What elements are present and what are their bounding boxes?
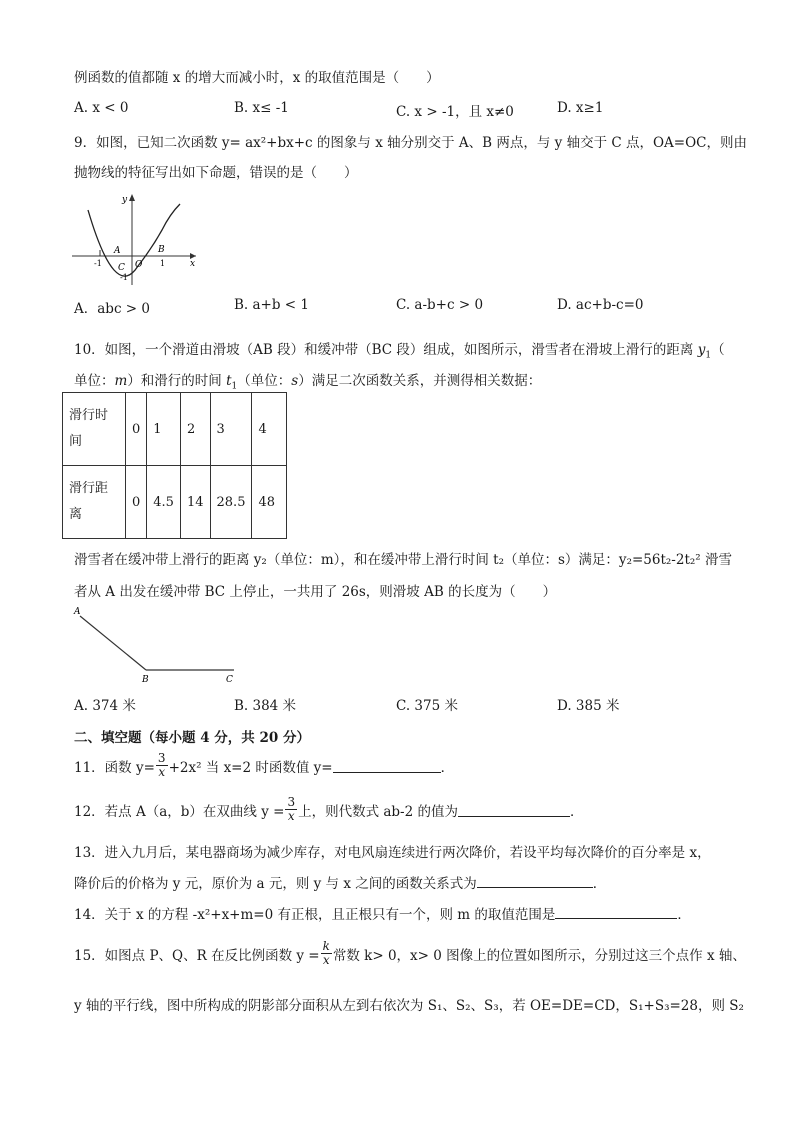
point-b-label: B xyxy=(158,245,165,255)
q9-parabola-figure xyxy=(70,190,200,290)
q10-stem-line4: 者从 A 出发在缓冲带 BC 上停止，一共用了 26s，则滑坡 AB 的长度为（ ） xyxy=(74,584,557,600)
table-row xyxy=(63,466,287,539)
table-cell: 4.5 xyxy=(147,466,181,539)
tick-label-1-x: 1 xyxy=(160,259,166,268)
point-a-label: A xyxy=(74,607,81,617)
q12: 12．若点 A（a，b）在双曲线 y = $\frac{3}{x}$ 上，则代数式 ab-2 的值为 ． xyxy=(74,795,584,823)
q8-stem: 例函数的值都随 x 的增大而减小时，x 的取值范围是（ ） xyxy=(74,70,440,86)
q10-stem-line2: 单位：m）和滑行的时间 $t_1$（单位：s）满足二次函数关系，并测得相关数据： xyxy=(74,373,542,392)
q10-option-c: C. 375 米 xyxy=(396,698,458,714)
table-row-label: 滑行时间 xyxy=(63,393,126,466)
origin-label: O xyxy=(135,260,143,270)
q13-line2: 降价后的价格为 y 元，原价为 a 元，则 y 与 x 之间的函数关系式为 ． xyxy=(74,872,606,892)
table-cell: 0 xyxy=(126,466,147,539)
point-b-label: B xyxy=(142,675,149,684)
q10-slope-figure xyxy=(70,602,250,684)
table-row xyxy=(63,393,287,466)
fraction: $\frac{3}{x}$ xyxy=(157,751,166,779)
y-axis-label: y xyxy=(122,195,128,205)
q10-data-table xyxy=(62,392,287,539)
q14: 14．关于 x 的方程 -x²+x+m=0 有正根，且正根只有一个，则 m 的取值范围是 ． xyxy=(74,903,691,923)
tick-label-neg1-x: -1 xyxy=(94,259,102,268)
point-c-label: C xyxy=(118,263,125,273)
q10-stem-line3: 滑雪者在缓冲带上滑行的距离 y₂（单位：m），和在缓冲带上滑行时间 t₂（单位：s）满足：y₂=56t₂-2t₂² 滑雪 xyxy=(74,552,732,568)
q10-option-d: D. 385 米 xyxy=(557,698,620,714)
table-cell: 28.5 xyxy=(210,466,252,539)
tick-label-neg1-y: -1 xyxy=(120,273,128,282)
answer-blank[interactable] xyxy=(333,758,441,773)
q8-option-a: A. x < 0 xyxy=(74,100,129,116)
q8-option-b: B. x≤ -1 xyxy=(234,100,289,116)
q8-option-c: C. x > -1，且 x≠0 xyxy=(396,104,514,120)
table-cell: 14 xyxy=(180,466,210,539)
q9-option-d: D. ac+b-c=0 xyxy=(557,297,644,313)
q11: 11．函数 y= $\frac{3}{x}$ +2x² 当 x=2 时函数值 y= ． xyxy=(74,751,455,779)
q10-stem-line1: 10．如图，一个滑道由滑坡（AB 段）和缓冲带（BC 段）组成，如图所示，滑雪者在滑坡上滑行的距离 $y_1$（ xyxy=(74,342,725,361)
fraction: $\frac{3}{x}$ xyxy=(287,795,296,823)
q9-option-b: B. a+b < 1 xyxy=(234,297,309,313)
q9-stem-line1: 9．如图，已知二次函数 y= ax²+bx+c 的图象与 x 轴分别交于 A、B 两点，与 y 轴交于 C 点，OA=OC，则由 xyxy=(74,135,748,151)
table-row-label: 滑行距离 xyxy=(63,466,126,539)
table-cell: 2 xyxy=(180,393,210,466)
table-cell: 4 xyxy=(252,393,287,466)
answer-blank[interactable] xyxy=(458,802,570,817)
q10-option-b: B. 384 米 xyxy=(234,698,297,714)
section-title: 二、填空题（每小题 4 分，共 20 分） xyxy=(74,730,310,746)
q10-option-a: A. 374 米 xyxy=(74,698,136,714)
q13-line1: 13．进入九月后，某电器商场为减少库存，对电风扇连续进行两次降价，若设平均每次降价的百分率是 x， xyxy=(74,845,711,861)
q15-line2: y 轴的平行线，图中所构成的阴影部分面积从左到右依次为 S₁、S₂、S₃，若 OE=DE=CD，S₁+S₃=28，则 S₂ xyxy=(74,998,744,1014)
table-cell: 0 xyxy=(126,393,147,466)
slope-ab xyxy=(80,616,146,670)
answer-blank[interactable] xyxy=(555,904,677,919)
table-cell: 3 xyxy=(210,393,252,466)
x-axis-label: x xyxy=(190,259,196,269)
q9-option-c: C. a-b+c > 0 xyxy=(396,297,484,313)
table-cell: 1 xyxy=(147,393,181,466)
q8-option-d: D. x≥1 xyxy=(557,100,604,116)
parabola-curve xyxy=(88,204,180,276)
q15-line1: 15．如图点 P、Q、R 在反比例函数 y = $\frac{k}{x}$ 常数 k> 0，x> 0 图像上的位置如图所示，分别过这三个点作 x 轴、 xyxy=(74,939,746,967)
answer-blank[interactable] xyxy=(477,873,593,888)
table-cell: 48 xyxy=(252,466,287,539)
point-c-label: C xyxy=(226,675,233,684)
q9-option-a: A．abc > 0 xyxy=(74,301,150,317)
fraction: $\frac{k}{x}$ xyxy=(322,939,330,967)
point-a-label: A xyxy=(114,246,121,256)
q9-stem-line2: 抛物线的特征写出如下命题，错误的是（ ） xyxy=(74,165,358,181)
